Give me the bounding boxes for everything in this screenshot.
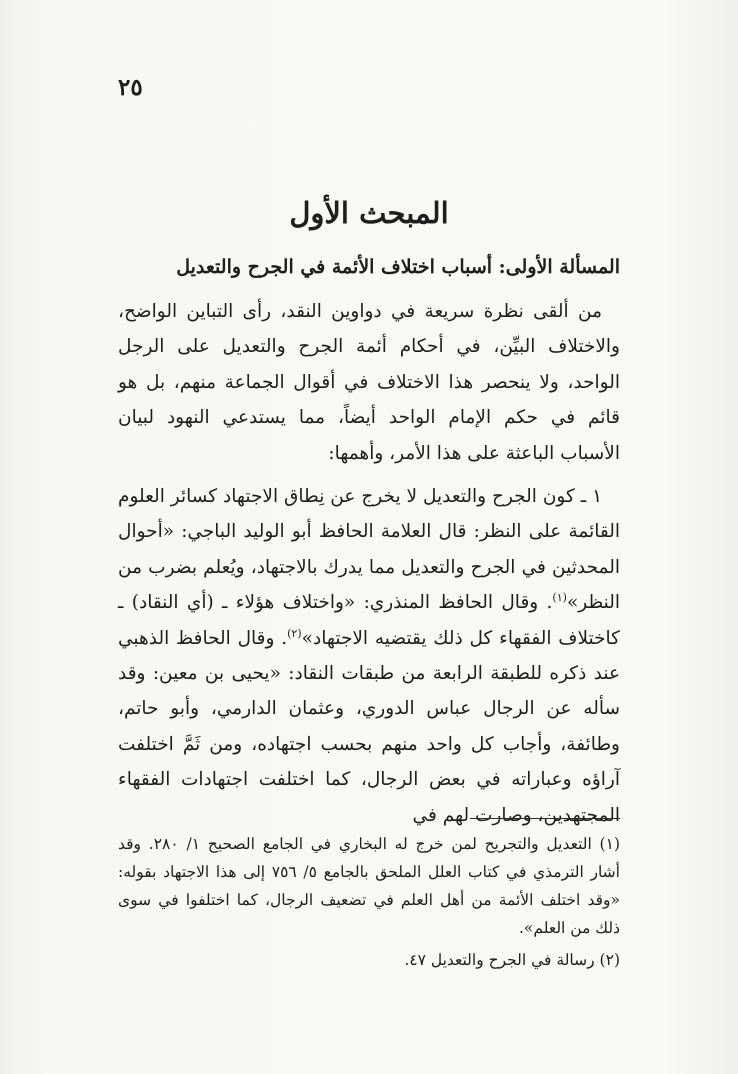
footnote-reference-2: (٢) [287, 626, 302, 640]
paragraph-reason-1-part-1: ١ ـ كون الجرح والتعديل لا يخرج عن نِطاق الاجتهاد كسائر العلوم القائمة على النظر: قال العلامة الحافظ أبو الوليد الباجي: «أحوال المحدثين في الجرح والتعديل مما يدرك بالاجتهاد، ويُعلم بضرب من النظر» [118, 486, 620, 614]
page-number: ٢٥ [118, 74, 143, 101]
footnotes [118, 830, 620, 974]
paragraph-intro: من ألقى نظرة سريعة في دواوين النقد، رأى التباين الواضح، والاختلاف البيِّن، في أحكام أئمة الجرح والتعديل على الرجل الواحد، ولا ينحصر هذا الاختلاف في أقوال الجماعة منهم، بل هو قائم في حكم الإمام الواحد أيضاً، مما يستدعي النهود لبيان الأسباب الباعثة على هذا الأمر، وأهمها: [118, 301, 620, 464]
paragraph-reason-1 [118, 479, 620, 833]
paragraph-reason-1-part-2: . وقال الحافظ المنذري: «واختلاف هؤلاء ـ (أي النقاد) ـ كاختلاف الفقهاء كل ذلك يقتضيه الاجتهاد» [118, 592, 620, 649]
footnote-reference-1: (١) [552, 591, 567, 605]
footnote-2: (٢) رسالة في الجرح والتعديل ٤٧. [404, 951, 620, 969]
section-heading: المبحث الأول [289, 196, 449, 230]
question-heading: المسألة الأولى: أسباب اختلاف الأئمة في الجرح والتعديل [176, 256, 620, 278]
main-text [118, 294, 620, 833]
footnote-1: (١) التعديل والتجريح لمن خرج له البخاري في الجامع الصحيح ١/ ٢٨٠. وقد أشار الترمذي في كتاب العلل الملحق بالجامع ٥/ ٧٥٦ إلى هذا الاجتهاد بقوله: «وقد اختلف الأئمة من أهل العلم في تضعيف الرجال، كما اختلفوا في سوى ذلك من العلم». [118, 835, 620, 937]
footnote-divider [470, 818, 620, 819]
paragraph-reason-1-part-3: . وقال الحافظ الذهبي عند ذكره للطبقة الرابعة من طبقات النقاد: «يحيى بن معين: وقد سأله عن الرجال عباس الدوري، وعثمان الدارمي، وأبو حاتم، وطائفة، وأجاب كل واحد منهم بحسب اجتهاده، ومن ثَمَّ اختلفت آراؤه وعباراته في بعض الرجال، كما اختلفت اجتهادات الفقهاء المجتهدين، وصارت لهم في [118, 627, 620, 826]
